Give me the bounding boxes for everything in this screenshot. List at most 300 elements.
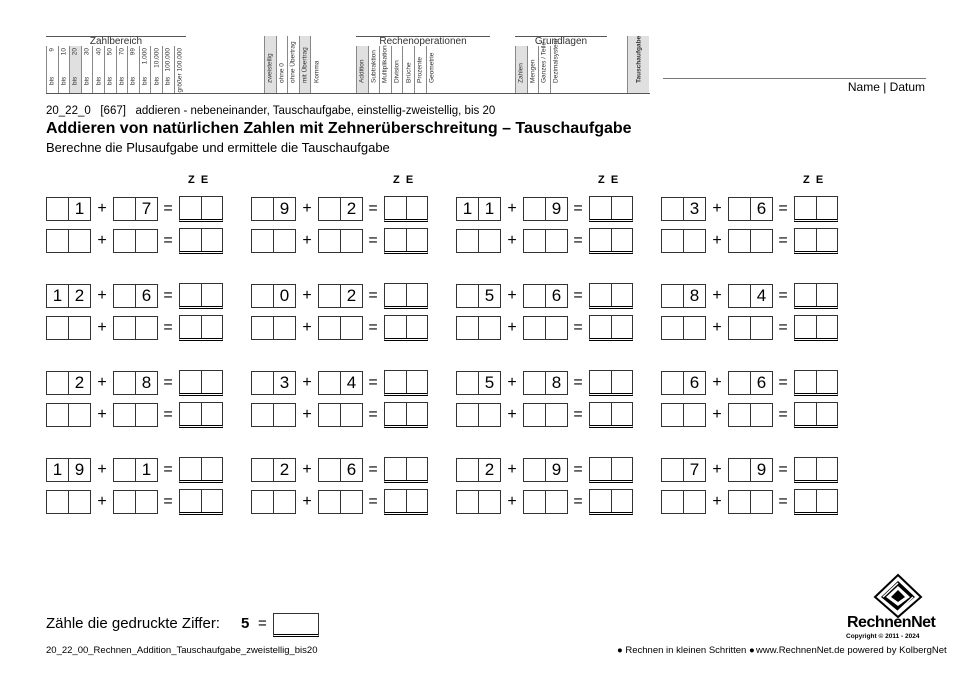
ze-header: Z E [803,174,824,186]
digit-cell: 2 [273,458,296,482]
digit-cell [523,371,546,395]
zahlbereich-column [92,46,104,94]
digit-cell [113,284,136,308]
digit-cell: 9 [545,458,568,482]
zahlbereich-prefix: bis [118,76,126,85]
digit-cell: 8 [545,371,568,395]
answer-digit-cell[interactable] [251,316,274,340]
answer-digit-cell[interactable] [661,490,684,514]
category-label: Komma [313,60,321,83]
footer-website: www.RechnenNet.de powered by KolbergNet [756,645,947,656]
answer-digit-cell[interactable] [728,490,751,514]
answer-digit-cell[interactable] [318,229,341,253]
category-label: ohne Übertrag [289,41,297,83]
category-label: Division [393,60,401,83]
result-box[interactable] [384,283,428,309]
answer-digit-cell[interactable] [251,229,274,253]
category-column [310,36,322,94]
zahlbereich-column [116,46,128,94]
digit-cell: 1 [456,197,479,221]
equals-sign: = [778,493,788,510]
digit-cell [661,197,684,221]
plus-sign: + [712,461,722,478]
digit-cell: 5 [478,371,501,395]
zahlbereich-column [139,46,151,94]
zahlbereich-column [150,46,162,94]
answer-digit-cell[interactable] [273,403,296,427]
zahlbereich-value: 9 [48,48,56,52]
answer-digit-cell[interactable] [251,490,274,514]
digit-cell: 6 [750,371,773,395]
plus-sign: + [507,461,517,478]
zahlbereich-prefix: bis [95,76,103,85]
digit-cell [728,284,751,308]
plus-sign: + [507,493,517,510]
plus-sign: + [302,406,312,423]
answer-digit-cell[interactable] [545,229,568,253]
equals-sign: = [163,287,173,304]
answer-digit-cell[interactable] [318,403,341,427]
answer-digit-cell[interactable] [273,229,296,253]
digit-cell [728,458,751,482]
plus-sign: + [97,461,107,478]
result-box[interactable] [794,228,838,254]
category-label: Ganzes / Teile [540,41,548,83]
result-box[interactable] [589,402,633,428]
answer-digit-cell[interactable] [46,490,69,514]
category-column [299,36,311,94]
category-column [391,46,403,94]
answer-digit-cell[interactable] [135,403,158,427]
digit-cell: 4 [750,284,773,308]
answer-digit-cell[interactable] [340,490,363,514]
zahlbereich-column [81,46,93,94]
digit-cell: 2 [340,197,363,221]
answer-digit-cell[interactable] [113,490,136,514]
plus-sign: + [507,319,517,336]
zahlbereich-title: Zahlbereich [46,36,186,47]
digit-cell: 3 [273,371,296,395]
result-box[interactable] [179,196,223,222]
digit-cell [46,371,69,395]
answer-digit-cell[interactable] [750,316,773,340]
digit-cell: 2 [478,458,501,482]
page-title: Addieren von natürlichen Zahlen mit Zehnerüberschreitung – Tauschaufgabe [46,120,632,137]
category-label: Subtraktion [370,50,378,83]
equals-sign: = [163,319,173,336]
answer-digit-cell[interactable] [728,316,751,340]
digit-cell: 9 [545,197,568,221]
answer-digit-cell[interactable] [68,403,91,427]
answer-digit-cell[interactable] [456,229,479,253]
result-box[interactable] [794,370,838,396]
zahlbereich-prefix: bis [164,76,172,85]
grundlagen-columns [515,38,561,94]
answer-digit-cell[interactable] [728,403,751,427]
digit-cell: 1 [135,458,158,482]
digit-cell [113,371,136,395]
plus-sign: + [97,406,107,423]
answer-digit-cell[interactable] [683,490,706,514]
answer-digit-cell[interactable] [68,490,91,514]
answer-digit-cell[interactable] [135,490,158,514]
digit-cell [728,371,751,395]
zahlbereich-value: größer 100.000 [176,48,184,93]
answer-digit-cell[interactable] [113,229,136,253]
digit-cell [661,458,684,482]
digit-cell: 3 [683,197,706,221]
zahlbereich-column [127,46,139,94]
answer-digit-cell[interactable] [728,229,751,253]
result-box[interactable] [794,315,838,341]
tausch-section [627,36,649,94]
equals-sign: = [368,319,378,336]
zahlbereich-column [69,46,81,94]
digit-cell [251,371,274,395]
rechnennet-logo-icon [873,573,923,619]
zahlbereich-value: 10 [60,48,68,56]
equals-sign: = [573,406,583,423]
equals-sign: = [163,493,173,510]
category-label: Brüche [405,62,413,83]
equals-sign: = [368,232,378,249]
answer-digit-cell[interactable] [340,316,363,340]
result-box[interactable] [179,228,223,254]
equals-sign: = [573,287,583,304]
equals-sign: = [163,406,173,423]
logo-text: RechnenNet [847,614,936,631]
result-box[interactable] [384,315,428,341]
zahlbereich-value: 10.000 [153,48,161,68]
answer-digit-cell[interactable] [478,229,501,253]
answer-digit-cell[interactable] [661,403,684,427]
digit-cell: 7 [135,197,158,221]
answer-digit-cell[interactable] [113,403,136,427]
answer-digit-cell[interactable] [318,490,341,514]
category-label: Dezimalsystem [552,38,560,83]
result-box[interactable] [794,457,838,483]
equals-sign: = [778,200,788,217]
count-digit: 5 [241,615,250,632]
answer-digit-cell[interactable] [273,490,296,514]
zahlbereich-prefix: bis [141,76,149,85]
category-column [402,46,414,94]
digit-cell [661,371,684,395]
answer-digit-cell[interactable] [523,316,546,340]
answer-digit-cell[interactable] [523,403,546,427]
result-box[interactable] [179,402,223,428]
digit-cell: 9 [750,458,773,482]
rechenoperationen-columns [356,46,437,94]
ze-header: Z E [598,174,619,186]
category-label: Zahlen [517,63,525,83]
answer-digit-cell[interactable] [113,316,136,340]
category-label: Geometrie [428,52,436,83]
answer-digit-cell[interactable] [661,229,684,253]
answer-digit-cell[interactable] [683,316,706,340]
zahlbereich-value: 30 [83,48,91,56]
plus-sign: + [97,319,107,336]
grundlagen-title: Grundlagen [515,36,607,47]
property-columns [264,36,322,94]
answer-digit-cell[interactable] [545,403,568,427]
plus-sign: + [302,287,312,304]
answer-digit-cell[interactable] [750,490,773,514]
plus-sign: + [302,493,312,510]
plus-sign: + [507,232,517,249]
answer-digit-cell[interactable] [68,316,91,340]
zahlbereich-prefix: bis [60,76,68,85]
answer-digit-cell[interactable] [750,229,773,253]
answer-digit-cell[interactable] [523,229,546,253]
answer-digit-cell[interactable] [750,403,773,427]
plus-sign: + [712,406,722,423]
answer-digit-cell[interactable] [273,316,296,340]
digit-cell: 6 [683,371,706,395]
answer-digit-cell[interactable] [456,316,479,340]
digit-cell: 8 [683,284,706,308]
name-date-label: Name | Datum [847,80,925,94]
digit-cell [251,284,274,308]
zahlbereich-prefix: bis [48,76,56,85]
answer-digit-cell[interactable] [661,316,684,340]
result-box[interactable] [589,315,633,341]
category-label: ohne 0 [278,63,286,83]
answer-digit-cell[interactable] [456,490,479,514]
digit-cell: 5 [478,284,501,308]
equals-sign: = [573,200,583,217]
answer-digit-cell[interactable] [523,490,546,514]
equals-sign: = [573,461,583,478]
result-box[interactable] [179,457,223,483]
digit-cell [318,371,341,395]
equals-sign: = [368,200,378,217]
digit-cell [113,197,136,221]
result-box[interactable] [179,370,223,396]
plus-sign: + [302,374,312,391]
grundlagen-section [515,36,607,94]
category-column [356,46,368,94]
zahlbereich-section [46,36,186,94]
category-column [264,36,276,94]
digit-cell: 1 [46,284,69,308]
plus-sign: + [712,200,722,217]
result-box[interactable] [384,489,428,515]
equals-sign: = [778,406,788,423]
result-box[interactable] [589,228,633,254]
result-box[interactable] [384,402,428,428]
digit-cell: 1 [478,197,501,221]
result-box[interactable] [179,315,223,341]
result-box[interactable] [384,457,428,483]
digit-cell [251,197,274,221]
zahlbereich-value: 1.000 [141,48,149,65]
digit-cell: 6 [545,284,568,308]
digit-cell [661,284,684,308]
equals-sign: = [368,461,378,478]
plus-sign: + [97,287,107,304]
result-box[interactable] [384,370,428,396]
answer-digit-cell[interactable] [340,229,363,253]
digit-cell [456,284,479,308]
digit-cell [456,458,479,482]
zahlbereich-column [46,46,58,94]
result-box[interactable] [589,196,633,222]
equals-sign: = [573,374,583,391]
equals-sign: = [368,493,378,510]
plus-sign: + [507,287,517,304]
zahlbereich-prefix: bis [153,76,161,85]
answer-digit-cell[interactable] [478,490,501,514]
result-box[interactable] [179,283,223,309]
plus-sign: + [712,319,722,336]
plus-sign: + [507,374,517,391]
answer-digit-cell[interactable] [135,316,158,340]
result-box[interactable] [794,402,838,428]
zahlbereich-columns [46,46,185,94]
category-column [368,46,380,94]
equals-sign: = [573,319,583,336]
result-box[interactable] [794,196,838,222]
digit-cell: 2 [68,284,91,308]
plus-sign: + [712,287,722,304]
answer-digit-cell[interactable] [46,229,69,253]
category-label: Addition [358,59,366,83]
answer-digit-cell[interactable] [478,403,501,427]
digit-cell: 1 [46,458,69,482]
digit-cell [728,197,751,221]
plus-sign: + [97,374,107,391]
answer-digit-cell[interactable] [68,229,91,253]
digit-cell: 8 [135,371,158,395]
plus-sign: + [302,461,312,478]
digit-cell: 9 [68,458,91,482]
equals-sign: = [778,461,788,478]
answer-digit-cell[interactable] [545,490,568,514]
zahlbereich-prefix: bis [71,76,79,85]
properties-section [264,36,354,94]
answer-digit-cell[interactable] [135,229,158,253]
result-box[interactable] [384,228,428,254]
equals-sign: = [163,374,173,391]
equals-sign: = [778,319,788,336]
category-column [515,46,527,94]
zahlbereich-value: 50 [106,48,114,56]
category-column [287,36,299,94]
equals-sign: = [778,374,788,391]
zahlbereich-value: 100.000 [164,48,172,72]
header-divider [46,93,650,94]
zahlbereich-prefix: bis [129,76,137,85]
plus-sign: + [97,493,107,510]
category-label: Prozente [416,56,424,83]
equals-sign: = [778,287,788,304]
plus-sign: + [712,232,722,249]
answer-digit-cell[interactable] [318,316,341,340]
result-box[interactable] [589,283,633,309]
digit-cell [523,197,546,221]
zahlbereich-column [162,46,174,94]
tauschaufgabe-column [627,36,649,94]
answer-digit-cell[interactable] [340,403,363,427]
answer-digit-cell[interactable] [683,229,706,253]
plus-sign: + [97,232,107,249]
digit-cell: 2 [68,371,91,395]
equals-sign: = [163,200,173,217]
answer-digit-cell[interactable] [545,316,568,340]
category-column [426,46,438,94]
digit-cell [46,197,69,221]
equals-sign: = [163,461,173,478]
result-box[interactable] [384,196,428,222]
category-column [379,46,391,94]
result-box[interactable] [589,370,633,396]
digit-cell: 4 [340,371,363,395]
digit-cell [523,458,546,482]
equals-sign: = [163,232,173,249]
digit-cell [318,458,341,482]
result-box[interactable] [589,457,633,483]
page-subtitle: Berechne die Plusaufgabe und ermittele die Tauschaufgabe [46,140,390,155]
equals-sign: = [573,232,583,249]
equals-sign: = [778,232,788,249]
digit-cell [456,371,479,395]
category-column [276,36,288,94]
file-name: 20_22_00_Rechnen_Addition_Tauschaufgabe_zweistellig_bis20 [46,645,318,656]
plus-sign: + [712,493,722,510]
digit-cell [113,458,136,482]
count-instruction: Zähle die gedruckte Ziffer: [46,615,220,632]
answer-digit-cell[interactable] [456,403,479,427]
ze-header: Z E [188,174,209,186]
result-box[interactable] [794,283,838,309]
count-equals: = [258,615,267,632]
answer-digit-cell[interactable] [683,403,706,427]
count-answer-box[interactable] [273,613,319,637]
answer-digit-cell[interactable] [251,403,274,427]
digit-cell [318,284,341,308]
plus-sign: + [507,200,517,217]
answer-digit-cell[interactable] [478,316,501,340]
category-label: mit Übertrag [301,47,309,83]
plus-sign: + [712,374,722,391]
worksheet-code: 20_22_0 [667] addieren - nebeneinander, Tauschaufgabe, einstellig-zweistellig, bis 20 [46,105,496,117]
zahlbereich-column [104,46,116,94]
digit-cell [251,458,274,482]
digit-cell: 6 [750,197,773,221]
result-box[interactable] [179,489,223,515]
answer-digit-cell[interactable] [46,403,69,427]
category-column [550,38,562,94]
category-column [538,41,550,94]
zahlbereich-value: 20 [71,48,79,56]
footer-slogan: ● Rechnen in kleinen Schritten ● [617,645,755,656]
plus-sign: + [302,319,312,336]
equals-sign: = [368,406,378,423]
digit-cell: 7 [683,458,706,482]
result-box[interactable] [794,489,838,515]
answer-digit-cell[interactable] [46,316,69,340]
copyright: Copyright © 2011 - 2024 [846,633,920,640]
zahlbereich-prefix: bis [83,76,91,85]
category-label: zweistellig [266,53,274,83]
digit-cell: 2 [340,284,363,308]
zahlbereich-value: 99 [129,48,137,56]
result-box[interactable] [589,489,633,515]
digit-cell: 1 [68,197,91,221]
plus-sign: + [302,200,312,217]
zahlbereich-value: 40 [95,48,103,56]
